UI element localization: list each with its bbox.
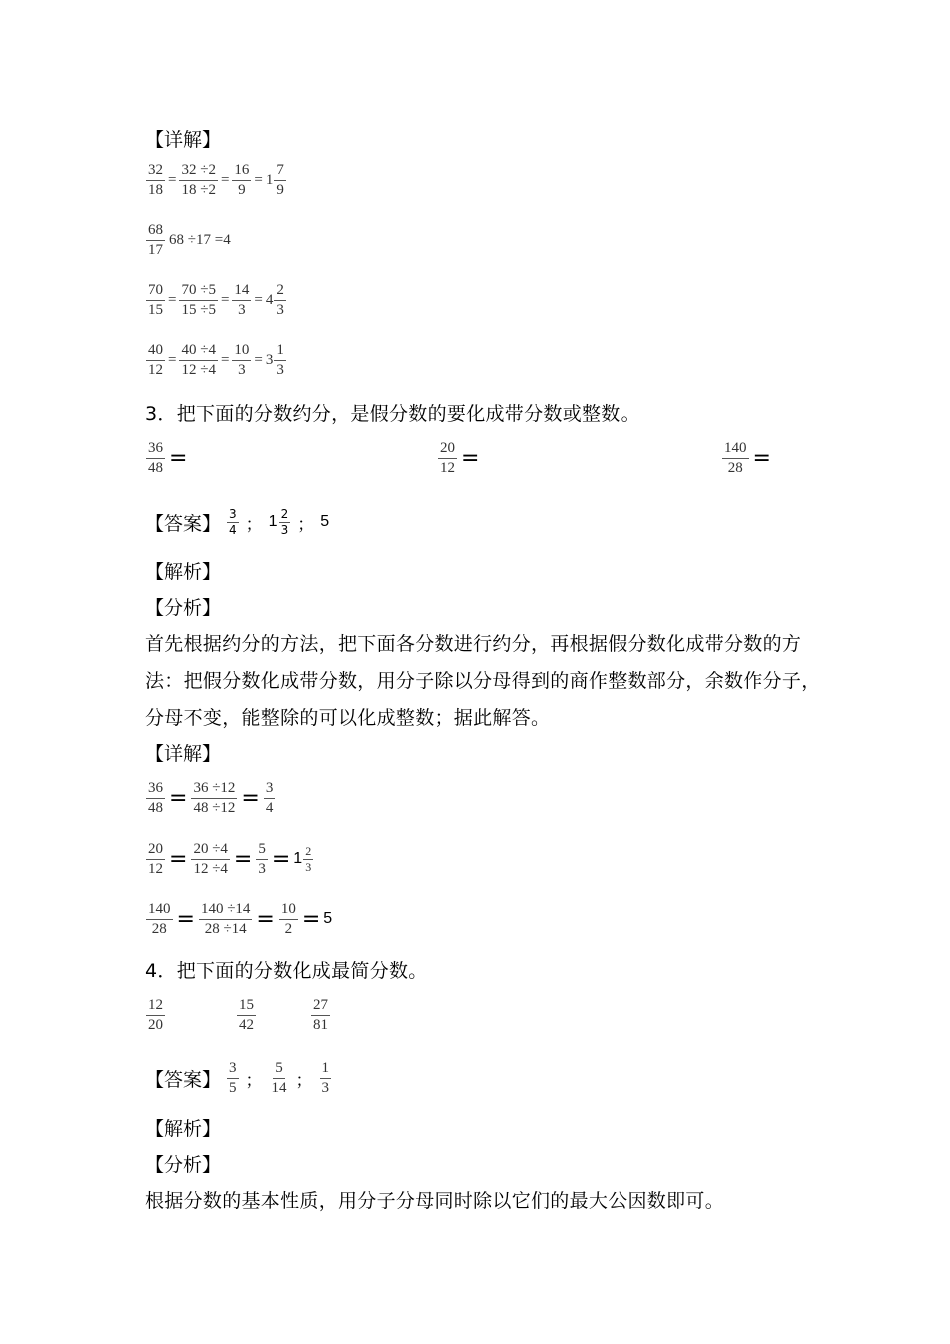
fraction: $\frac{20}{12}$ bbox=[148, 840, 163, 877]
fraction: $\frac{36}{48}$ bbox=[148, 439, 163, 476]
fraction: $\frac{3}{4}$ bbox=[229, 506, 237, 537]
fraction: $\frac{10}{2}$ bbox=[280, 900, 296, 937]
detail-row-1: $\frac{32}{18}$ = $\frac{32 \div 2}{18 \div 2}$ = $\frac{16}{9}$ = 1 $\frac{7}{9}$ bbox=[148, 161, 284, 198]
fraction: $\frac{20}{12}$ bbox=[440, 439, 455, 476]
fraction: $\frac{140}{28}$ bbox=[148, 900, 171, 937]
fraction: $\frac{40}{12}$ bbox=[148, 341, 163, 378]
q3-detail-3: $\frac{140}{28}$ = $\frac{140 \div 14}{28 \div 14}$ = $\frac{10}{2}$ = 5 bbox=[148, 900, 333, 937]
fraction: $\frac{5}{14}$ bbox=[271, 1059, 287, 1096]
heading-fenxi: 【分析】 bbox=[145, 1154, 222, 1176]
q3-problem-3: $\frac{140}{28}$ = bbox=[724, 439, 771, 476]
fraction: $\frac{70 \div 5}{15 \div 5}$ bbox=[181, 281, 216, 318]
fraction: $\frac{7}{9}$ bbox=[276, 161, 284, 198]
q3-analysis-line-2: 法：把假分数化成带分数，用分子除以分母得到的商作整数部分，余数作分子， bbox=[145, 670, 821, 692]
fraction: $\frac{1}{3}$ bbox=[321, 1059, 330, 1096]
fraction: $\frac{2}{3}$ bbox=[305, 843, 312, 874]
heading-daan: 【答案】 bbox=[145, 512, 222, 535]
q4-title: 4．把下面的分数化成最简分数。 bbox=[145, 960, 428, 982]
heading-fenxi: 【分析】 bbox=[145, 597, 222, 619]
fraction: $\frac{14}{3}$ bbox=[234, 281, 250, 318]
q4-problem-2 bbox=[236, 993, 257, 1037]
heading-xiangjie: 【详解】 bbox=[145, 743, 222, 765]
q3-title: 3．把下面的分数约分，是假分数的要化成带分数或整数。 bbox=[145, 403, 640, 425]
q4-answer: 【答案】 $\frac{3}{5}$ ； $\frac{5}{14}$ ； $\frac{1}{3}$ bbox=[145, 1059, 330, 1096]
q3-problem-1: $\frac{36}{48}$ = bbox=[148, 439, 188, 476]
q3-answer: 【答案】 $\frac{3}{4}$ ； 1 $\frac{2}{3}$ ； 5 bbox=[145, 506, 330, 537]
fraction: $\frac{32 \div 2}{18 \div 2}$ bbox=[181, 161, 216, 198]
heading-jiexi: 【解析】 bbox=[145, 561, 222, 583]
fraction: $\frac{32}{18}$ bbox=[148, 161, 163, 198]
heading-daan: 【答案】 bbox=[145, 1068, 222, 1091]
fraction: $\frac{27}{81}$ bbox=[313, 996, 328, 1033]
heading-jiexi: 【解析】 bbox=[145, 1118, 222, 1140]
fraction: $\frac{16}{9}$ bbox=[234, 161, 250, 198]
q3-problem-2: $\frac{20}{12}$ = bbox=[440, 439, 480, 476]
fraction: $\frac{36}{48}$ bbox=[148, 779, 163, 816]
fraction: $\frac{12}{20}$ bbox=[148, 996, 163, 1033]
detail-row-3: $\frac{70}{15}$ = $\frac{70 \div 5}{15 \div 5}$ = $\frac{14}{3}$ = 4 $\frac{2}{3}$ bbox=[148, 281, 284, 318]
fraction: $\frac{40 \div 4}{12 \div 4}$ bbox=[181, 341, 216, 378]
fraction: $\frac{20 \div 4}{12 \div 4}$ bbox=[193, 840, 228, 877]
fraction: $\frac{3}{4}$ bbox=[265, 779, 274, 816]
fraction: $\frac{36 \div 12}{48 \div 12}$ bbox=[193, 779, 236, 816]
fraction: $\frac{3}{5}$ bbox=[229, 1059, 237, 1096]
q3-detail-1: $\frac{36}{48}$ = $\frac{36 \div 12}{48 \div 12}$ = $\frac{3}{4}$ bbox=[148, 779, 274, 816]
fraction: $\frac{2}{3}$ bbox=[280, 506, 289, 537]
fraction: $\frac{140}{28}$ bbox=[724, 439, 747, 476]
fraction: $\frac{68}{17}$ bbox=[148, 221, 163, 258]
q4-analysis: 根据分数的基本性质，用分子分母同时除以它们的最大公因数即可。 bbox=[145, 1190, 725, 1212]
q4-problem-3 bbox=[310, 993, 331, 1037]
fraction: $\frac{70}{15}$ bbox=[148, 281, 163, 318]
heading-xiangjie: 【详解】 bbox=[145, 129, 222, 151]
q3-detail-2: $\frac{20}{12}$ = $\frac{20 \div 4}{12 \div 4}$ = $\frac{5}{3}$ = 1 $\frac{2}{3}$ bbox=[148, 840, 312, 877]
fraction: $\frac{15}{42}$ bbox=[239, 996, 254, 1033]
fraction: $\frac{2}{3}$ bbox=[276, 281, 284, 318]
fraction: $\frac{10}{3}$ bbox=[234, 341, 250, 378]
detail-row-4: $\frac{40}{12}$ = $\frac{40 \div 4}{12 \div 4}$ = $\frac{10}{3}$ = 3 $\frac{1}{3}$ bbox=[148, 341, 284, 378]
fraction: $\frac{1}{3}$ bbox=[276, 341, 284, 378]
q3-analysis-line-3: 分母不变，能整除的可以化成整数；据此解答。 bbox=[145, 707, 551, 729]
fraction: $\frac{5}{3}$ bbox=[258, 840, 266, 877]
q3-analysis-line-1: 首先根据约分的方法，把下面各分数进行约分，再根据假分数化成带分数的方 bbox=[145, 633, 802, 655]
detail-row-2: $\frac{68}{17}$ 68 ÷17 =4 bbox=[148, 221, 231, 258]
q4-problem-1 bbox=[145, 993, 166, 1037]
fraction: $\frac{140 \div 14}{28 \div 14}$ bbox=[200, 900, 251, 937]
